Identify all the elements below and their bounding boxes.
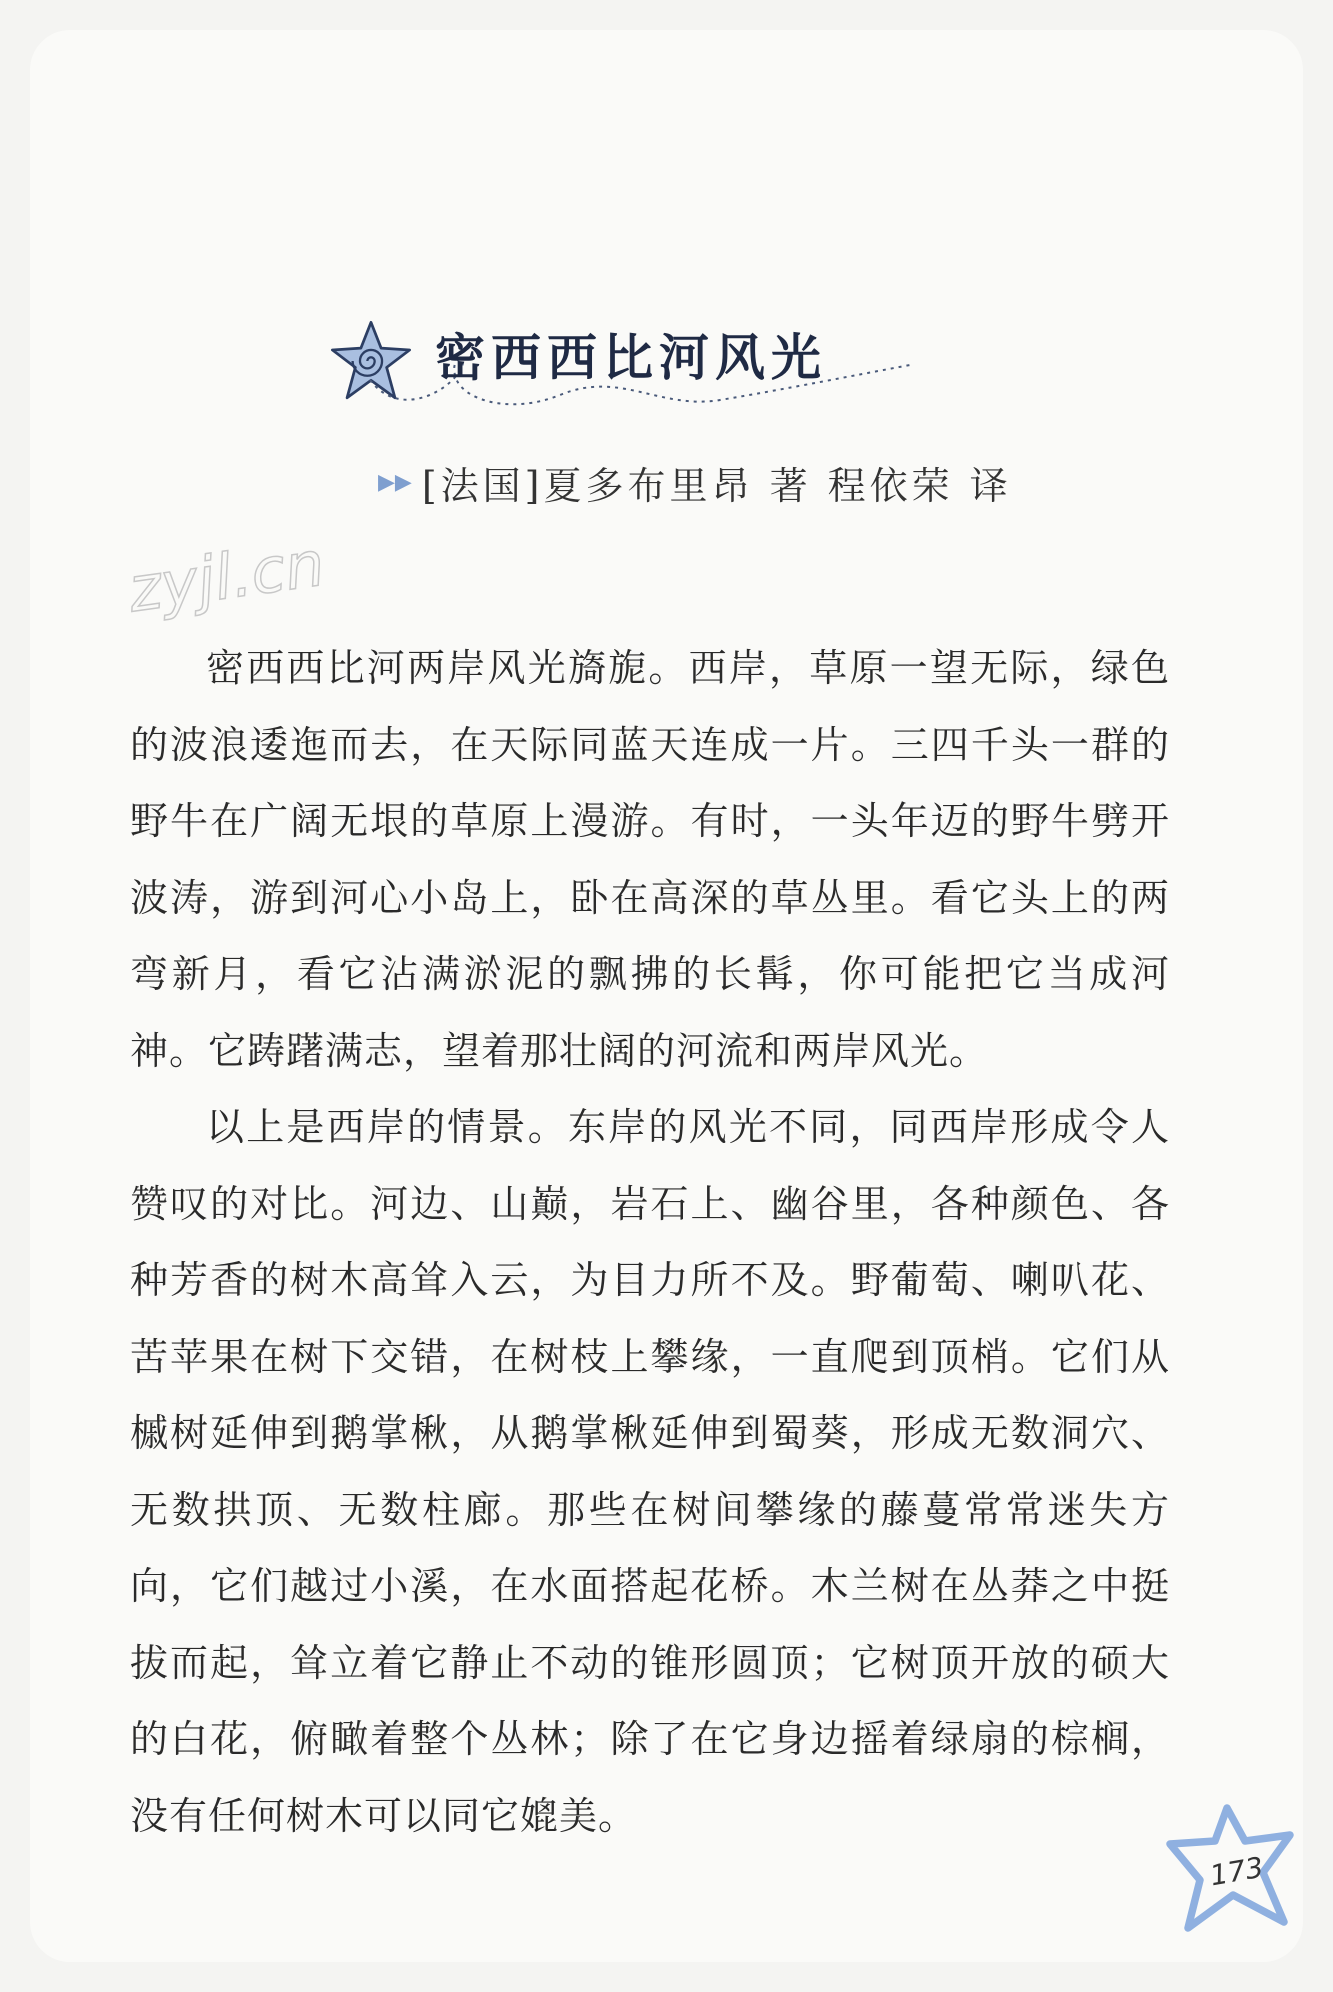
byline: [378, 455, 1012, 510]
paragraph: 以上是西岸的情景。东岸的风光不同，同西岸形成令人赞叹的对比。河边、山巅，岩石上、幽谷里，各种颜色、各种芳香的树木高耸入云，为目力所不及。野葡萄、喇叭花、苦苹果在树下交错，在树枝上攀缘，一直爬到顶梢。它们从槭树延伸到鹅掌楸，从鹅掌楸延伸到蜀葵，形成无数洞穴、无数拱顶、无数柱廊。那些在树间攀缘的藤蔓常常迷失方向，它们越过小溪，在水面搭起花桥。木兰树在丛莽之中挺拔而起，耸立着它静止不动的锥形圆顶；它树顶开放的硕大的白花，俯瞰着整个丛林；除了在它身边摇着绿扇的棕榈，没有任何树木可以同它媲美。: [130, 1105, 1170, 1838]
byline-text: [法国]夏多布里昂 著 程依荣 译: [421, 464, 1012, 508]
page-title: 密西西比河风光: [435, 329, 827, 387]
watermark: zyjl.cn: [123, 526, 329, 627]
paragraph: 密西西比河两岸风光旖旎。西岸，草原一望无际，绿色的波浪逶迤而去，在天际同蓝天连成一片。三四千头一群的野牛在广阔无垠的草原上漫游。有时，一头年迈的野牛劈开波涛，游到河心小岛上，卧在高深的草丛里。看它头上的两弯新月，看它沾满淤泥的飘拂的长髯，你可能把它当成河神。它踌躇满志，望着那壮阔的河流和两岸风光。: [130, 646, 1170, 1073]
double-arrow-icon: ▶▶: [378, 470, 412, 495]
article-body: [130, 630, 1170, 1854]
page-number: 173: [1207, 1850, 1266, 1893]
